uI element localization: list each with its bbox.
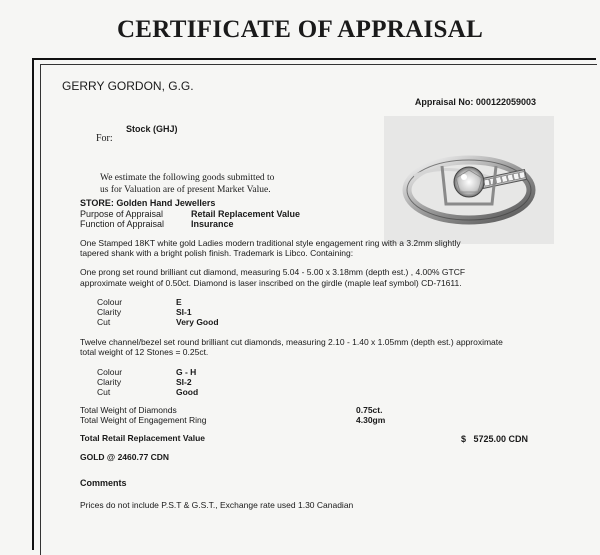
- total-weight-diamonds-value: 0.75ct.: [356, 405, 383, 415]
- purpose-value: Retail Replacement Value: [191, 209, 301, 219]
- comments-text: Prices do not include P.S.T & G.S.T., Exchange rate used 1.30 Canadian: [80, 500, 354, 510]
- appraiser-name: GERRY GORDON, G.G.: [62, 79, 194, 93]
- grade2-cut-label: Cut: [97, 387, 111, 397]
- center-diamond-line-1: One prong set round brilliant cut diamond, measuring 5.04 - 5.00 x 3.18mm (depth est.) , 4.00% GTCF: [80, 267, 466, 277]
- function-label: Function of Appraisal: [80, 219, 165, 229]
- ring-description-line-1: One Stamped 18KT white gold Ladies modern traditional style engagement ring with a 3.2mm slightly: [80, 238, 461, 248]
- grade1-clarity-value: SI-1: [176, 307, 192, 317]
- grade2-colour-value: G - H: [176, 367, 197, 377]
- total-weight-diamonds-label: Total Weight of Diamonds: [80, 405, 177, 415]
- intro-line-2: us for Valuation are of present Market Value.: [100, 185, 271, 195]
- side-diamonds-line-2: total weight of 12 Stones = 0.25ct.: [80, 347, 209, 357]
- grade1-clarity-label: Clarity: [97, 307, 122, 317]
- function-value: Insurance: [191, 219, 234, 229]
- grade1-cut-value: Very Good: [176, 317, 219, 327]
- grade1-cut-label: Cut: [97, 317, 111, 327]
- ring-image-icon: [384, 116, 554, 244]
- side-diamonds-line-1: Twelve channel/bezel set round brilliant cut diamonds, measuring 2.10 - 1.40 x 1.05mm (depth est.) approximate: [80, 337, 503, 347]
- appraisal-number: Appraisal No: 000122059003: [414, 97, 536, 107]
- for-label: For:: [96, 133, 113, 144]
- center-diamond-line-2: approximate weight of 0.50ct. Diamond is laser inscribed on the girdle (maple leaf symbol) CD-71611.: [80, 278, 462, 288]
- grade2-clarity-value: SI-2: [176, 377, 192, 387]
- grade1-colour-value: E: [176, 297, 182, 307]
- grade2-cut-value: Good: [176, 387, 199, 397]
- total-weight-ring-value: 4.30gm: [356, 415, 386, 425]
- total-value-label: Total Retail Replacement Value: [80, 433, 206, 443]
- total-value: $ 5725.00 CDN: [461, 434, 529, 444]
- certificate-title: CERTIFICATE OF APPRAISAL: [116, 16, 484, 43]
- ring-description-line-2: tapered shank with a bright polish finish. Trademark is Libco. Containing:: [80, 248, 354, 258]
- grade2-clarity-label: Clarity: [97, 377, 122, 387]
- intro-line-1: We estimate the following goods submitted to: [100, 173, 275, 183]
- ring-photo: [384, 116, 554, 244]
- total-weight-ring-label: Total Weight of Engagement Ring: [80, 415, 207, 425]
- gold-price: GOLD @ 2460.77 CDN: [80, 452, 170, 462]
- grade1-colour-label: Colour: [97, 297, 123, 307]
- store-name: STORE: Golden Hand Jewellers: [80, 198, 216, 208]
- comments-label: Comments: [80, 478, 127, 488]
- purpose-label: Purpose of Appraisal: [80, 209, 164, 219]
- for-value: Stock (GHJ): [126, 124, 178, 134]
- grade2-colour-label: Colour: [97, 367, 123, 377]
